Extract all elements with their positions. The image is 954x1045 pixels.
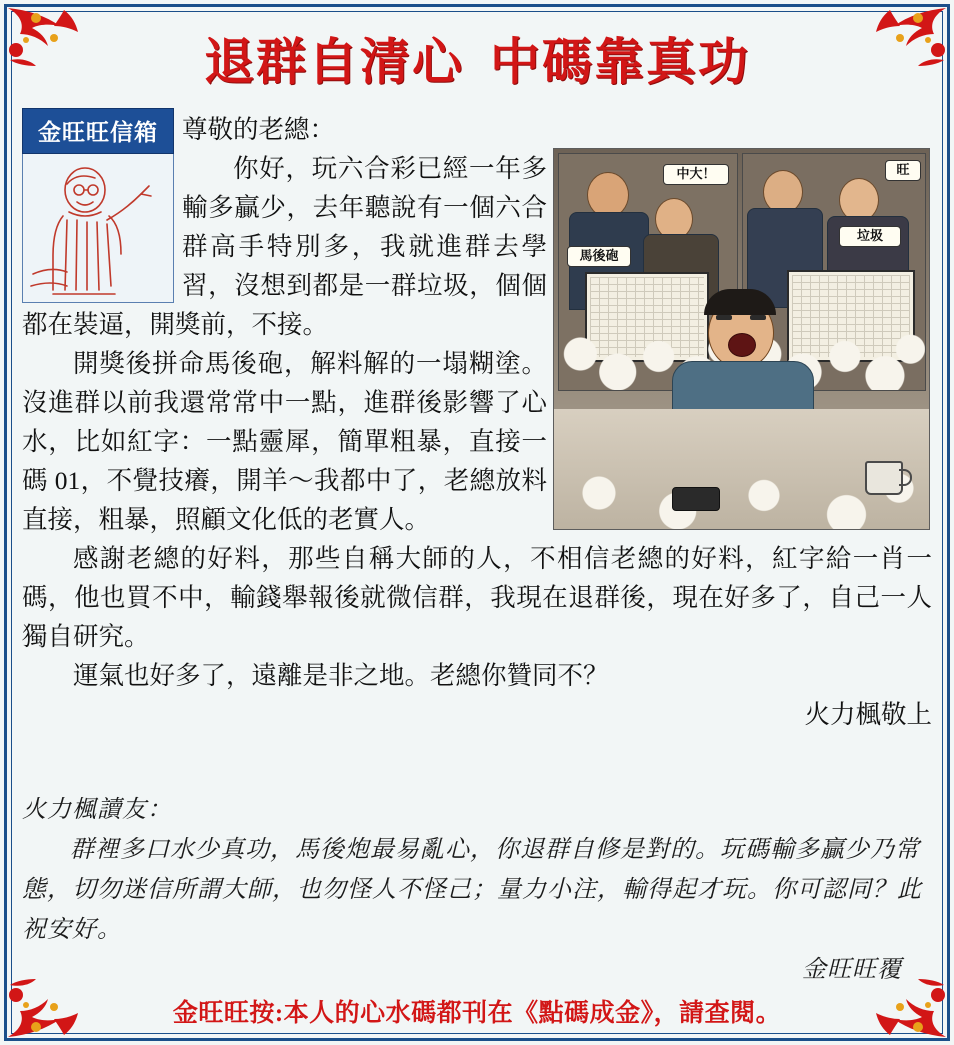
footer-note: 金旺旺按:本人的心水碼都刊在《點碼成金》，請查閱。: [172, 1000, 782, 1027]
speech-bubble: 中大！: [663, 164, 729, 185]
speech-bubble: 垃圾: [839, 226, 901, 247]
page-title-part1: 退群自清心: [204, 32, 464, 91]
letter-paragraph-3: 感謝老總的好料，那些自稱大師的人，不相信老總的好料，紅字給一肖一碼，他也買不中，輸錢舉報後就微信群，我現在退群後，現在好多了，自己一人獨自研究。: [22, 544, 932, 651]
letter-signature: 火力楓敬上: [804, 700, 932, 729]
letter-paragraph-2: 開獎後拼命馬後砲，解料解的一塌糊塗。沒進群以前我還常常中一點，進群後影響了心水，比如紅字：一點靈犀，簡單粗暴，直接一碼 01，不覺技癢，開羊～我都中了，老總放料直接，粗暴，照顧文化低的老實人。: [22, 349, 547, 534]
reply-salutation: 火力楓讀友：: [22, 797, 172, 823]
letter-paragraph-1: 你好，玩六合彩已經一年多輸多贏少，去年聽說有一個六合群高手特別多，我就進群去學習，沒想到都是一群垃圾，個個都在裝逼，開獎前，不接。: [22, 154, 547, 339]
speech-bubble: 馬後砲: [567, 246, 631, 267]
reply-paragraph-1: 群裡多口水少真功，馬後炮最易亂心，你退群自修是對的。玩碼輸多贏少乃常態，切勿迷信所謂大師，也勿怪人不怪己；量力小注，輸得起才玩。你可認同？此祝安好。: [22, 837, 922, 943]
page-title: [0, 22, 954, 94]
text-wrap-spacer-right: [547, 110, 932, 500]
mailbox-badge-title: 金旺旺信箱: [22, 108, 174, 154]
letter-salutation: 尊敬的老總：: [182, 115, 336, 144]
letter-paragraph-4: 運氣也好多了，遠離是非之地。老總你贊同不？: [73, 661, 609, 690]
letter-body: [22, 110, 932, 734]
speech-bubble: 旺: [885, 160, 921, 181]
text-wrap-spacer-left: [22, 110, 182, 300]
editor-reply: [22, 790, 930, 990]
page-title-part2: 中碼靠真功: [490, 32, 750, 91]
reply-signature: 金旺旺覆: [802, 957, 902, 983]
